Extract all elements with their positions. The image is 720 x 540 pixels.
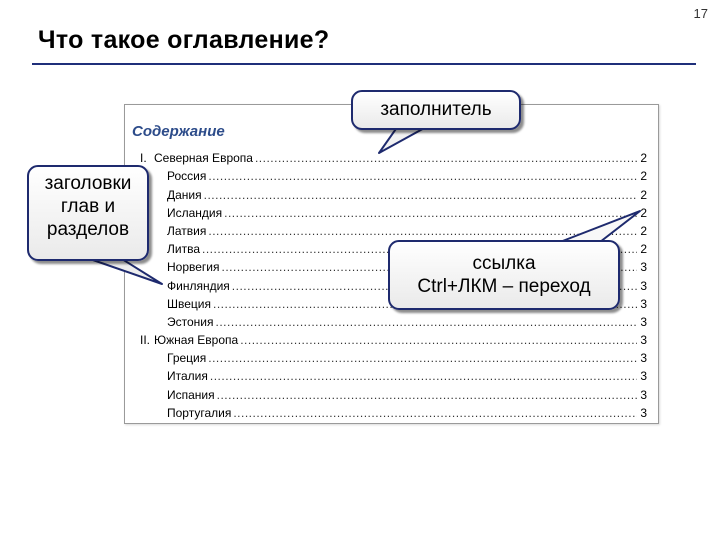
toc-entry-text: Финляндия xyxy=(167,278,230,293)
toc-entry-text: Литва xyxy=(167,242,200,257)
toc-section-entry[interactable] xyxy=(125,365,658,383)
toc-entry-text: Северная Европа xyxy=(154,151,253,166)
toc-entry-text: Дания xyxy=(167,187,202,202)
headings-callout-line2: глав и xyxy=(60,196,116,217)
toc-entry-text: Испания xyxy=(167,387,215,402)
toc-page-number: 2 xyxy=(640,151,647,166)
headings-callout-line3: разделов xyxy=(46,219,130,240)
toc-leader-dots xyxy=(224,206,637,220)
toc-page-number: 2 xyxy=(640,187,647,202)
toc-page-number: 3 xyxy=(640,314,647,329)
toc-section-entry[interactable] xyxy=(125,220,658,238)
toc-heading: Содержание xyxy=(132,123,225,140)
toc-entry-text: Эстония xyxy=(167,314,214,329)
toc-entry-number: I. xyxy=(140,151,147,166)
toc-page-number: 3 xyxy=(640,278,647,293)
toc-section-entry[interactable] xyxy=(125,202,658,220)
toc-section-entry[interactable] xyxy=(125,311,658,329)
headings-callout-line1: заголовки xyxy=(44,173,132,194)
toc-entry-text: Россия xyxy=(167,169,207,184)
toc-entry-text: Португалия xyxy=(167,405,232,420)
toc-leader-dots xyxy=(210,369,637,383)
toc-page-number: 3 xyxy=(640,333,647,348)
toc-entry-text: Норвегия xyxy=(167,260,220,275)
link-callout-line2: Ctrl+ЛКМ – переход xyxy=(417,276,591,297)
toc-entry-text: Италия xyxy=(167,369,208,384)
toc-section-entry[interactable] xyxy=(125,183,658,201)
toc-leader-dots xyxy=(208,224,637,238)
toc-leader-dots xyxy=(216,315,638,329)
link-callout-line1: ссылка xyxy=(472,253,536,274)
toc-page-number: 2 xyxy=(640,205,647,220)
filler-callout: заполнитель xyxy=(351,90,521,130)
toc-entry-text: Исландия xyxy=(167,205,223,220)
toc-entry-text: Южная Европа xyxy=(154,333,239,348)
toc-chapter-entry[interactable] xyxy=(125,329,658,347)
toc-leader-dots xyxy=(208,351,637,365)
link-callout xyxy=(388,240,620,310)
toc-page-number: 3 xyxy=(640,296,647,311)
toc-section-entry[interactable] xyxy=(125,383,658,401)
slide-number: 17 xyxy=(693,6,708,21)
toc-leader-dots xyxy=(240,333,637,347)
toc-section-entry[interactable] xyxy=(125,165,658,183)
headings-callout xyxy=(27,165,149,261)
toc-entry-text: Латвия xyxy=(167,223,207,238)
toc-chapter-entry[interactable] xyxy=(125,147,658,165)
title-underline xyxy=(32,63,696,65)
toc-page-number: 2 xyxy=(640,242,647,257)
slide-title: Что такое оглавление? xyxy=(38,26,330,54)
toc-page-number: 3 xyxy=(640,405,647,420)
toc-leader-dots xyxy=(208,169,637,183)
toc-page-number: 2 xyxy=(640,169,647,184)
toc-section-entry[interactable] xyxy=(125,347,658,365)
toc-entry-number: II. xyxy=(140,333,151,348)
toc-leader-dots xyxy=(204,188,637,202)
toc-page-number: 3 xyxy=(640,369,647,384)
toc-page-number: 3 xyxy=(640,260,647,275)
toc-leader-dots xyxy=(217,388,637,402)
toc-entry-text: Швеция xyxy=(167,296,211,311)
toc-leader-dots xyxy=(233,406,637,420)
toc-entry-text: Греция xyxy=(167,351,207,366)
toc-page-number: 2 xyxy=(640,223,647,238)
toc-section-entry[interactable] xyxy=(125,402,658,420)
toc-page-number: 3 xyxy=(640,387,647,402)
toc-page-number: 3 xyxy=(640,351,647,366)
toc-leader-dots xyxy=(255,151,637,165)
